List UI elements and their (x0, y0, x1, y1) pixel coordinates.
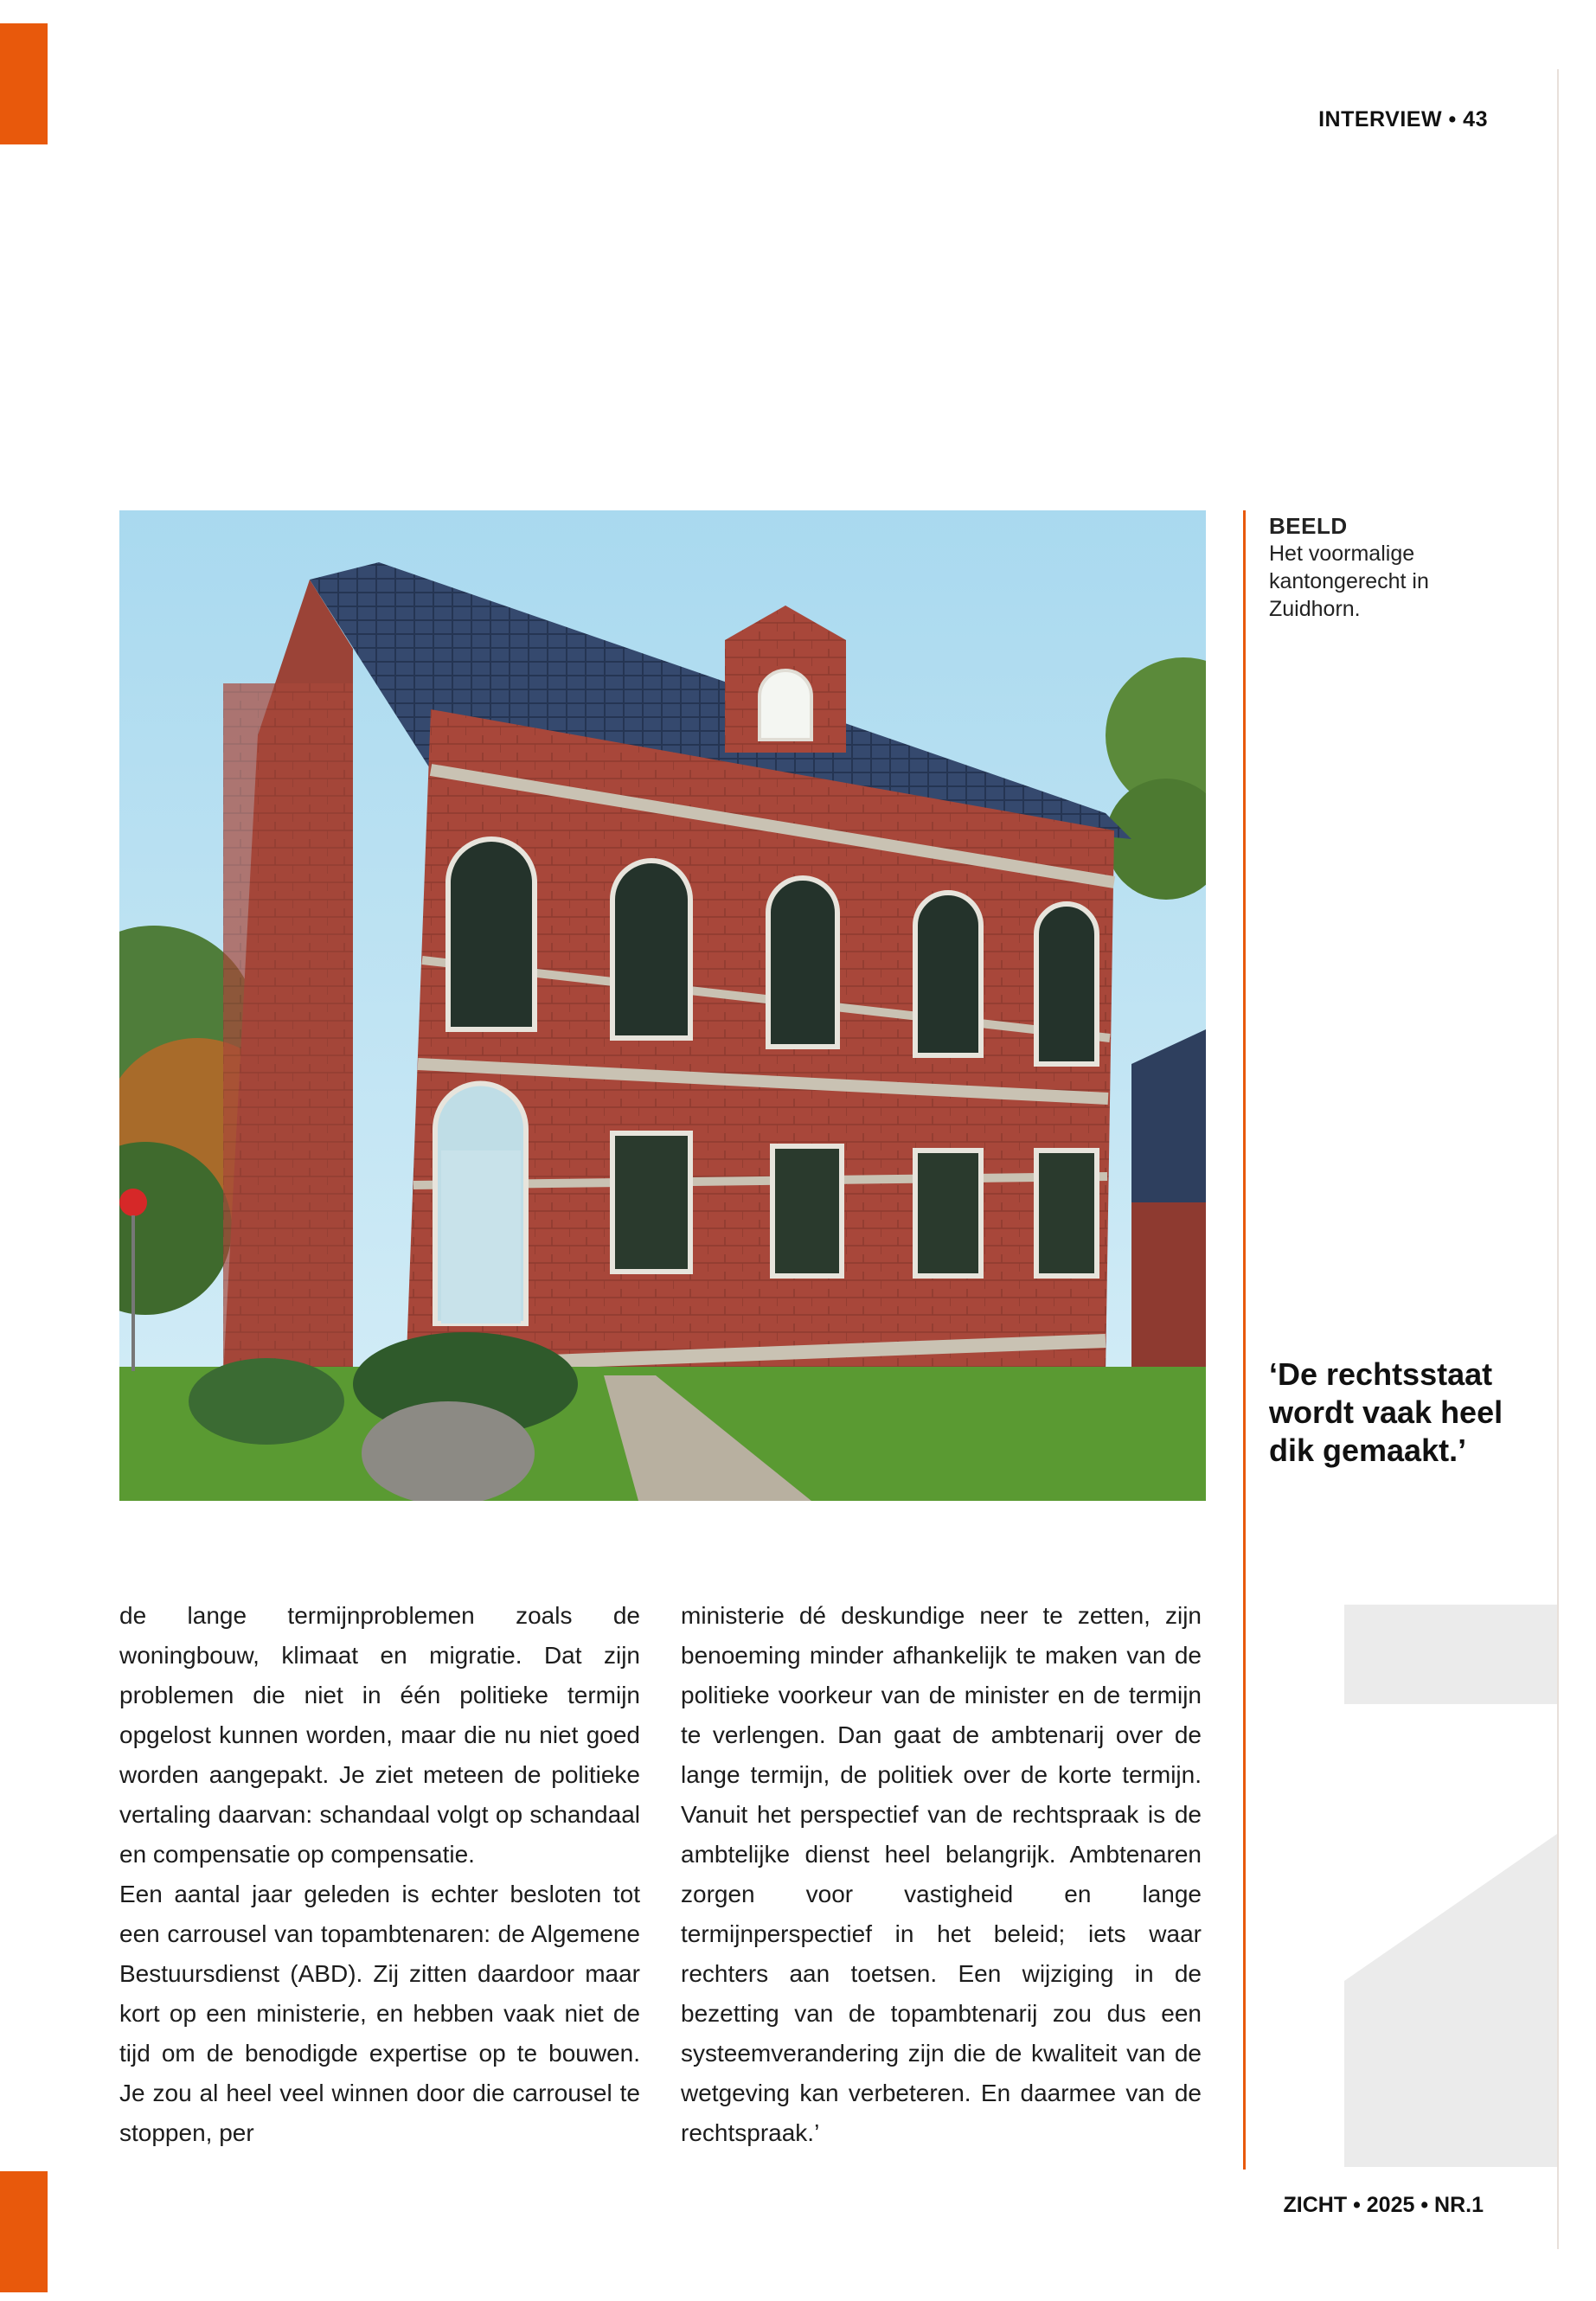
body-column-left (119, 1596, 640, 2153)
pull-quote: ‘De rechtsstaat wordt vaak heel dik gemaakt.’ (1269, 1356, 1503, 1468)
caption-label: BEELD (1269, 513, 1348, 539)
body-column-right (681, 1596, 1202, 2153)
caption-text: Het voormalige kantongerecht in Zuidhorn. (1269, 542, 1429, 621)
photo-caption (1269, 512, 1477, 623)
caption-column-rule (1243, 510, 1246, 2170)
body-paragraph: de lange termijnproblemen zoals de woningbouw, klimaat en migratie. Dat zijn problemen die niet in één politieke termijn opgelost kunnen worden, maar die nu niet goed worden aangepakt. Je ziet meteen de politieke vertaling daarvan: schandaal volgt op schandaal en compensatie op compensatie. (119, 1602, 640, 1868)
orange-edge-tab-top (0, 23, 48, 144)
page-margin-rule (1557, 69, 1559, 2249)
building-photo (119, 510, 1206, 1501)
page-footer: ZICHT • 2025 • NR.1 (1283, 2193, 1484, 2217)
body-paragraph: ministerie dé deskundige neer te zetten, zijn benoeming minder afhankelijk te maken van de politieke voorkeur van de minister en de termijn te verlengen. Dan gaat de ambtenarij over de lange termijn, de politiek over de korte termijn. Vanuit het perspectief van de rechtspraak is de ambtelijke dienst heel belangrijk. Ambtenaren zorgen voor vastigheid en lange termijnperspectief in het beleid; iets waar rechters aan toetsen. Een wijziging in de bezetting van de topambtenarij zou dus een systeemverandering zijn die de kwaliteit van de wetgeving kan verbeteren. En daarmee van de rechtspraak.’ (681, 1602, 1202, 2146)
running-head: INTERVIEW • 43 (1318, 107, 1488, 131)
decorative-z-shape (1344, 1605, 1557, 2167)
body-paragraph: Een aantal jaar geleden is echter besloten tot een carrousel van topambtenaren: de Algemene Bestuursdienst (ABD). Zij zitten daardoor maar kort op een ministerie, en hebben vaak niet de tijd om de benodigde expertise op te bouwen. Je zou al heel veel winnen door die carrousel te stoppen, per (119, 1881, 640, 2146)
orange-edge-tab-bottom (0, 2171, 48, 2292)
